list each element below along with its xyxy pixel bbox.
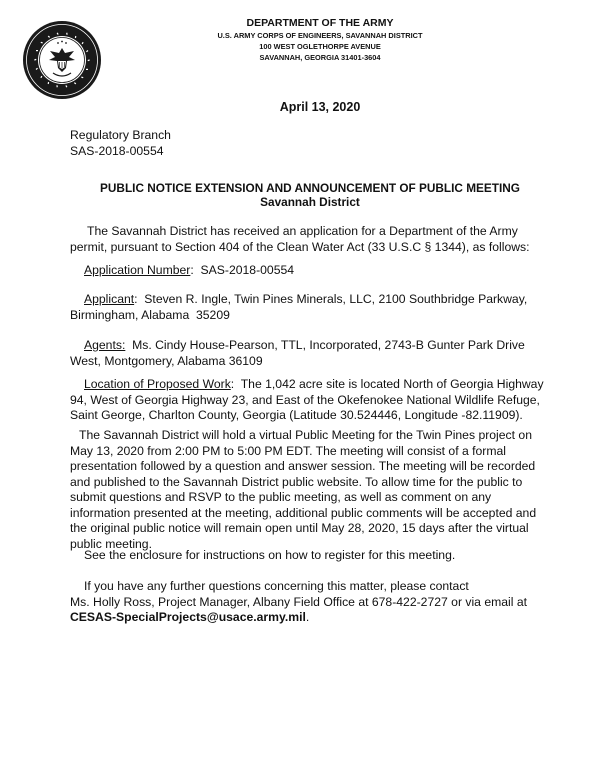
meeting-line: May 13, 2020 from 2:00 PM to 5:00 PM EDT. The meeting will consist of a formal (70, 443, 507, 458)
application-number-paragraph (70, 263, 564, 279)
meeting-line: information presented at the meeting, additional public comments will be accepted and (70, 505, 537, 520)
location-line: : The 1,042 acre site is located North of Georgia Highway (230, 377, 544, 391)
agents-paragraph (70, 338, 550, 369)
meeting-line: and published to the Savannah District public website. To allow time for the public to (70, 474, 523, 489)
meeting-line: presentation followed by a question and answer session. The meeting will be recorded (70, 459, 536, 473)
meeting-line: the original public notice will remain open until May 28, 2020, 15 days after the virtual (70, 521, 529, 535)
notice-title-main: PUBLIC NOTICE EXTENSION AND ANNOUNCEMENT OF PUBLIC MEETING (100, 181, 520, 195)
department-name: DEPARTMENT OF THE ARMY (246, 17, 394, 29)
location-label: Location of Proposed Work (84, 377, 231, 391)
agents-label: Agents: (84, 338, 126, 352)
notice-title (70, 181, 550, 209)
enclosure-paragraph (70, 548, 550, 564)
street-address: 100 WEST OGLETHORPE AVENUE (259, 42, 381, 51)
contact-line: If you have any further questions concerning this matter, please contact (84, 579, 469, 593)
contact-email: CESAS-SpecialProjects@usace.army.mil (70, 610, 306, 624)
agents-line: Ms. Cindy House-Pearson, TTL, Incorporated, 2743-B Gunter Park Drive (125, 338, 525, 352)
meeting-line: submit questions and RSVP to the public meeting, as well as comment on any (70, 490, 492, 504)
branch-name: Regulatory Branch (70, 128, 171, 142)
meeting-line: public meeting. (70, 536, 152, 551)
intro-line: The Savannah District has received an application for a Department of the Army (87, 224, 518, 238)
applicant-label: Applicant (84, 292, 135, 306)
district-name: U.S. ARMY CORPS OF ENGINEERS, SAVANNAH DISTRICT (217, 31, 423, 40)
notice-date: April 13, 2020 (279, 100, 361, 114)
meeting-line: The Savannah District will hold a virtual Public Meeting for the Twin Pines project on (79, 428, 532, 442)
contact-period: . (305, 610, 310, 624)
contact-paragraph (70, 579, 550, 626)
applicant-line: : Steven R. Ingle, Twin Pines Minerals, LLC, 2100 Southbridge Parkway, (134, 292, 528, 306)
enclosure-line: See the enclosure for instructions on how to register for this meeting. (84, 548, 456, 562)
meeting-paragraph (70, 428, 550, 552)
letterhead (150, 17, 490, 63)
application-number-value: : SAS-2018-00554 (190, 263, 295, 277)
application-number-label: Application Number (84, 263, 191, 277)
intro-paragraph (70, 224, 550, 255)
notice-title-sub: Savannah District (260, 195, 360, 209)
reference-block (70, 128, 550, 159)
location-line: 94, West of Georgia Highway 23, and East of the Okefenokee National Wildlife Refuge, (70, 392, 540, 407)
location-paragraph (70, 377, 550, 424)
applicant-paragraph (70, 292, 550, 323)
city-state-zip: SAVANNAH, GEORGIA 31401-3604 (259, 53, 381, 62)
reference-number: SAS-2018-00554 (70, 143, 164, 158)
applicant-line: Birmingham, Alabama 35209 (70, 307, 230, 322)
location-line: Saint George, Charlton County, Georgia (Latitude 30.524446, Longitude -82.11909). (70, 408, 523, 422)
contact-line: Ms. Holly Ross, Project Manager, Albany Field Office at 678-422-2727 or via email at (70, 594, 528, 609)
department-of-defense-seal-icon (22, 20, 102, 100)
intro-line: permit, pursuant to Section 404 of the Clean Water Act (33 U.S.C § 1344), as follows: (70, 239, 530, 254)
agents-line: West, Montgomery, Alabama 36109 (70, 353, 263, 368)
